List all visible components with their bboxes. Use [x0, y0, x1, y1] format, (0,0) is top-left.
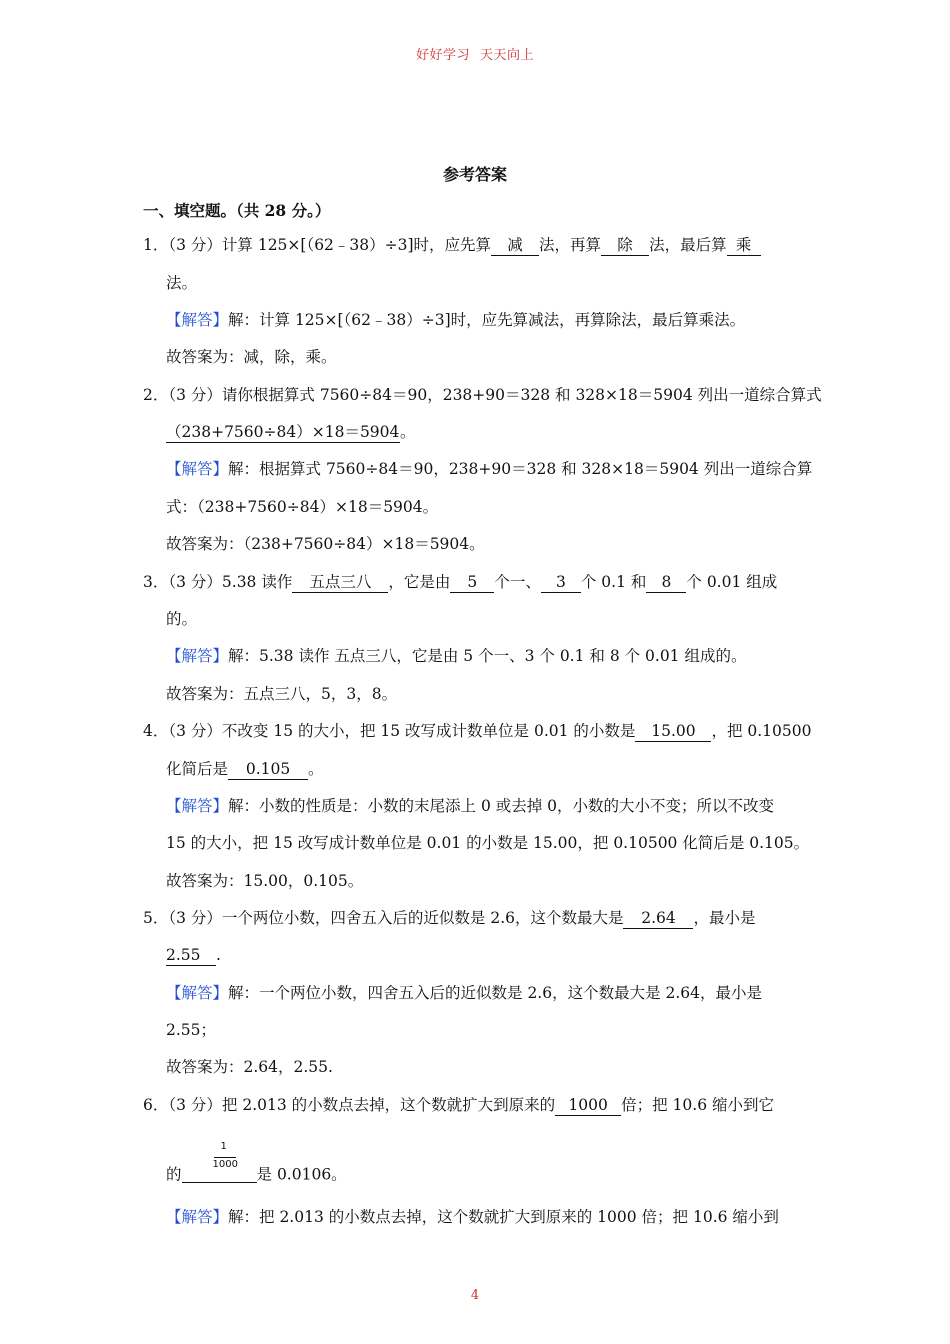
q2-solution-line1: 【解答】解：根据算式 7560÷84＝90，238+90＝328 和 328×18＝5904 列出一道综合算	[166, 460, 813, 478]
q6-solution-line1: 【解答】解：把 2.013 的小数点去掉，这个数就扩大到原来的 1000 倍；把 10.6 缩小到	[166, 1208, 779, 1226]
q2-blank1: （238+7560÷84）×18＝5904	[166, 423, 400, 441]
q5-solution-line2: 2.55；	[166, 1021, 217, 1039]
q6-blank1: 1000	[555, 1098, 621, 1116]
q1-line1: 1．（3 分）计算 125×[（62﹣38）÷3]时，应先算 减 法，再算 除 法，最后算 乘	[143, 238, 761, 256]
q5-answer: 故答案为：2.64，2.55.	[166, 1058, 333, 1076]
q3-line2: 的。	[166, 610, 198, 628]
q3-answer: 故答案为：五点三八，5，3，8。	[166, 685, 398, 703]
q4-blank2: 0.105	[228, 762, 308, 780]
q5-line2: 2.55 .	[166, 946, 221, 964]
q5-line1: 5．（3 分）一个两位小数，四舍五入后的近似数是 2.6，这个数最大是 2.64 ，最小是	[143, 909, 756, 927]
q5-blank1: 2.64	[623, 911, 693, 929]
solution-tag: 【解答】	[166, 460, 229, 478]
q4-line2: 化简后是 0.105 。	[166, 760, 324, 778]
page-header	[0, 44, 950, 63]
q3-blank4: 8	[646, 575, 686, 593]
q3-line1: 3．（3 分）5.38 读作 五点三八 ，它是由 5 个一、 3 个 0.1 和 8 个 0.01 组成	[143, 573, 778, 591]
q3-blank1: 五点三八	[292, 575, 388, 593]
q6-line1: 6．（3 分）把 2.013 的小数点去掉，这个数就扩大到原来的 1000 倍；把 10.6 缩小到它	[143, 1096, 775, 1114]
section-heading: 一、填空题。（共 28 分。）	[143, 201, 331, 220]
q2-line2: （238+7560÷84）×18＝5904。	[166, 423, 416, 441]
q4-blank1: 15.00	[635, 724, 711, 742]
q1-answer: 故答案为：减，除，乘。	[166, 348, 337, 366]
solution-tag: 【解答】	[166, 984, 229, 1002]
q4-solution-line2: 15 的大小，把 15 改写成计数单位是 0.01 的小数是 15.00，把 0.10500 化简后是 0.105。	[166, 834, 810, 852]
solution-tag: 【解答】	[166, 311, 229, 329]
q1-blank2: 除	[601, 238, 649, 256]
q2-line1: 2．（3 分）请你根据算式 7560÷84＝90，238+90＝328 和 328×18＝5904 列出一道综合算式	[143, 386, 822, 404]
fraction-numerator: 1	[220, 1141, 227, 1152]
q2-solution-line2: 式：（238+7560÷84）×18＝5904。	[166, 498, 439, 516]
q4-answer: 故答案为：15.00，0.105。	[166, 872, 364, 890]
q1-blank3: 乘	[727, 238, 761, 256]
q1-blank1: 减	[491, 238, 539, 256]
q4-solution-line1: 【解答】解：小数的性质是：小数的末尾添上 0 或去掉 0，小数的大小不变；所以不改变	[166, 797, 775, 815]
page-title: 参考答案	[442, 165, 507, 184]
page-number: 4	[470, 1288, 480, 1303]
header-right-text: 天天向上	[480, 48, 535, 63]
q1-line2: 法。	[166, 274, 198, 292]
q4-line1: 4．（3 分）不改变 15 的大小，把 15 改写成计数单位是 0.01 的小数是 15.00 ，把 0.10500	[143, 722, 812, 740]
q1-solution: 【解答】解：计算 125×[（62﹣38）÷3]时，应先算减法，再算除法，最后算乘法。	[166, 311, 746, 329]
header-left-text: 好好学习	[415, 48, 470, 63]
q3-solution: 【解答】解：5.38 读作 五点三八，它是由 5 个一、3 个 0.1 和 8 个 0.01 组成的。	[166, 647, 747, 665]
q5-solution-line1: 【解答】解：一个两位小数，四舍五入后的近似数是 2.6，这个数最大是 2.64，最小是	[166, 984, 763, 1002]
q5-blank2: 2.55	[166, 948, 216, 966]
solution-tag: 【解答】	[166, 647, 229, 665]
q6-line2: 的 $\frac{1}{1000}$ 是 0.0106。	[166, 1141, 347, 1184]
q2-answer: 故答案为：（238+7560÷84）×18＝5904。	[166, 535, 485, 553]
fraction-bar	[214, 1157, 236, 1158]
solution-tag: 【解答】	[166, 1208, 229, 1226]
q3-blank3: 3	[541, 575, 581, 593]
fraction-denominator: 1000	[212, 1159, 238, 1170]
solution-tag: 【解答】	[166, 797, 229, 815]
q3-blank2: 5	[450, 575, 494, 593]
q6-fraction-blank	[182, 1142, 257, 1183]
